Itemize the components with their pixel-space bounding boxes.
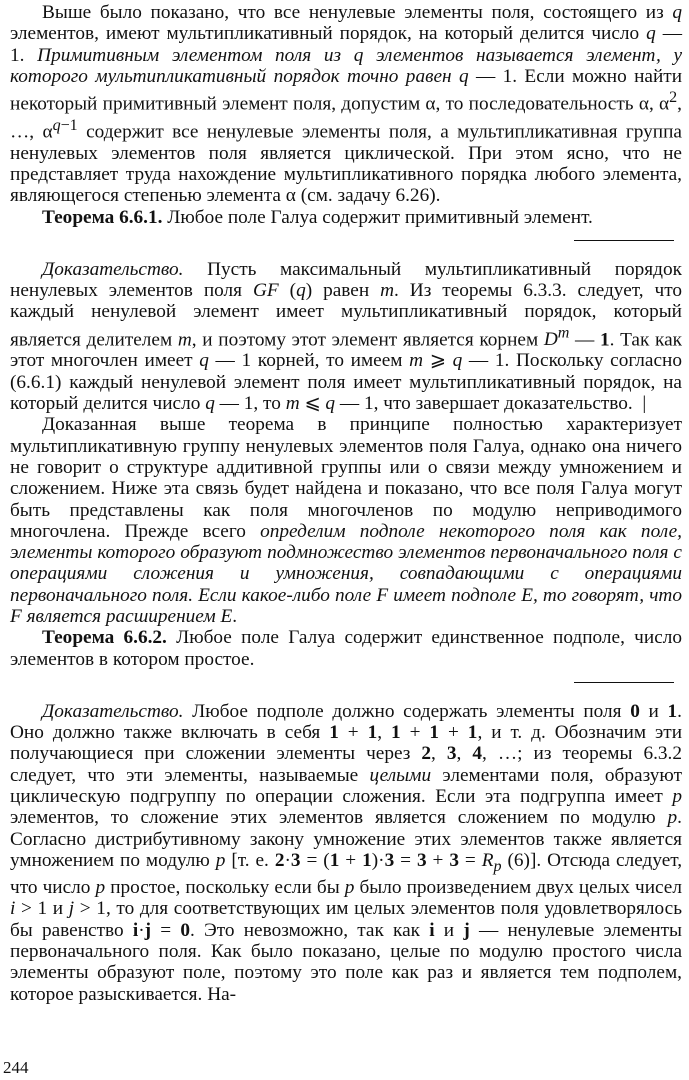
paragraph: Выше было показано, что все ненулевые элементы поля, состоящего из q элементов, имеют мультипликативный порядок, на который делится число q — 1. Примитивным элементом поля из q элементов называется элемент, у которого мультипликативный порядок точно равен q — 1. Если можно найти некоторый примитивный элемент поля, допустим α, то последовательность α, $\alpha^2$, …, $\alpha^{q-1}$ содержит все ненулевые элементы поля, а мультипликативная группа ненулевых элементов поля является циклической. При этом ясно, что не представляет труда нахождение мультипликативного порядка любого элемента, являющегося степенью элемента α (см. задачу 6.26). <box>10 2 683 207</box>
end-of-statement-rule <box>574 682 674 683</box>
paragraph: Теорема 6.6.1. Любое поле Галуа содержит примитивный элемент. <box>42 206 593 228</box>
paragraph: Доказательство. Пусть максимальный мультипликативный порядок ненулевых элементов поля GF (q) равен m. Из теоремы 6.3.3. следует, что каждый ненулевой элемент имеет мультипликативный порядок, который является делителем m, и поэтому этот элемент является корнем $D^m$ — 1. Так как этот многочлен имеет q — 1 корней, то имеем m ⩾ q — 1. Поскольку согласно (6.6.1) каждый ненулевой элемент поля имеет мультипликативный порядок, на который делится число q — 1, то m ⩽ q — 1, что завершает доказательство. | <box>10 258 683 415</box>
page-number: 244 <box>3 1058 29 1077</box>
end-of-statement-rule <box>574 240 674 241</box>
paragraph: Доказанная выше теорема в принципе полностью характеризует мультипликативную группу ненулевых элементов поля Галуа, однако она ничего не говорит о структуре аддитивной группы или о связи между умножением и сложением. Ниже эта связь будет найдена и показано, что все поля Галуа могут быть представлены как поля многочленов по модулю неприводимого многочлена. Прежде всего определим подполе некоторого поля как поле, элементы которого образуют подмножество элементов первоначального поля с операциями сложения и умножения, совпадающими с операциями первоначального поля. Если какое-либо поле F имеет подполе E, то говорят, что F является расширением E. <box>10 414 682 627</box>
paragraph: Доказательство. Любое подполе должно содержать элементы поля 0 и 1. Оно должно также включать в себя 1 + 1, 1 + 1 + 1, и т. д. Обозначим эти получающиеся при сложении элементы через 2, 3, 4, …; из теоремы 6.3.2 следует, что эти элементы, называемые целыми элементами поля, образуют циклическую подгруппу по операции сложения. Если эта подгруппа имеет p элементов, то сложение этих элементов является сложением по модулю p. Согласно дистрибутивному закону умножение этих элементов также является умножением по модулю p [т. е. $2\cdot 3 = (1 + 1)\cdot 3 = 3 + 3 = R_p$ (6)]. Отсюда следует, что число p простое, поскольку если бы p было произведением двух целых чисел i > 1 и j > 1, то для соответствующих им целых элементов поля удовлетворялось бы равенство i·j = 0. Это невозможно, так как i и j — ненулевые элементы первоначального поля. Как было показано, целые по модулю простого числа элементы образуют поле, поэтому это поле как раз и является тем подполем, которое разыскивается. На- <box>10 700 683 1005</box>
page-body <box>10 2 682 1005</box>
paragraph: Теорема 6.6.2. Любое поле Галуа содержит единственное подполе, число элементов в котором простое. <box>10 627 683 670</box>
